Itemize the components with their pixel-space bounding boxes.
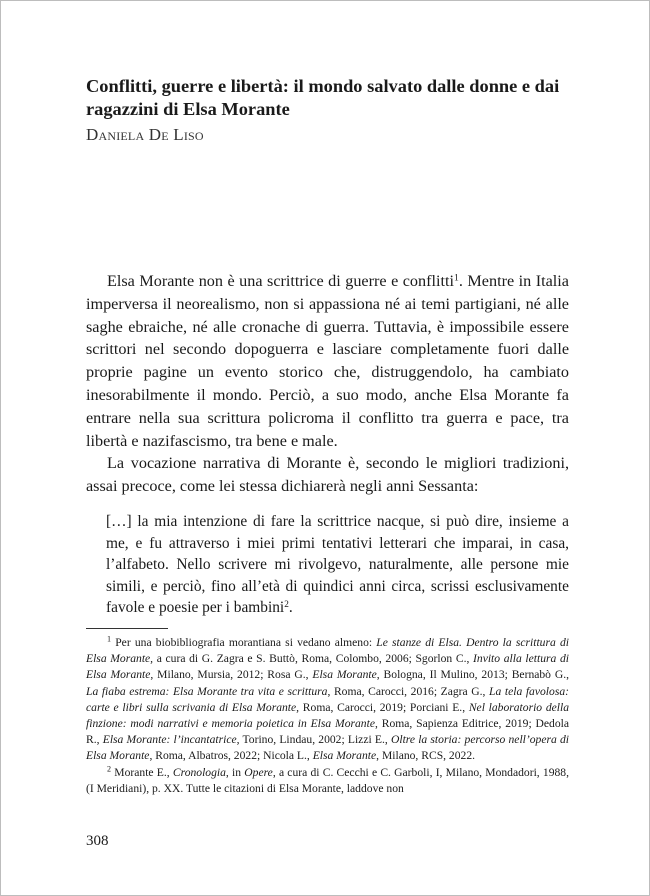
- footnote-1: [86, 635, 569, 765]
- body-paragraph-1: [86, 270, 569, 452]
- footnote-work-title: Opere: [244, 765, 273, 779]
- footnote-text: , Roma, Sapienza Editrice, 2019; Dedola R.,: [86, 717, 570, 747]
- footnote-text: , Milano, RCS, 2022.: [376, 749, 476, 763]
- footnote-work-title: Nel laboratorio della finzione: modi narrativi e memoria poietica in Elsa Morante: [86, 700, 570, 731]
- footnote-work-title: La fiaba estrema: Elsa Morante tra vita e scrittura: [86, 684, 328, 698]
- body-text: [86, 270, 569, 498]
- footnote-work-title: Elsa Morante: [312, 749, 377, 763]
- footnote-ref-2[interactable]: 2: [284, 598, 289, 609]
- footnote-text: , in: [225, 765, 245, 779]
- footnote-text: Per una biobibliografia morantiana si vedano almeno:: [111, 636, 377, 649]
- page-number: 308: [86, 833, 109, 849]
- footnote-work-title: Oltre la storia: percorso nell’opera di Elsa Morante: [86, 733, 570, 763]
- footnote-divider: [86, 628, 168, 629]
- footnote-text: a cura di G. Zagra e S. Buttò, Roma, Colombo, 2006; Sgorlon C.,: [153, 652, 474, 666]
- footnote-text: , Milano, Mursia, 2012; Rosa G.,: [150, 668, 313, 682]
- footnote-work-title: Cronologia: [172, 765, 226, 779]
- article-author: Daniela De Liso: [86, 125, 204, 144]
- article-title: Conflitti, guerre e libertà: il mondo salvato dalle donne e dai ragazzini di Elsa Morante: [86, 76, 560, 119]
- block-quote: [106, 511, 569, 619]
- footnote-2-number: 2: [107, 764, 112, 774]
- quote-end: .: [288, 599, 293, 616]
- quote-text: […] la mia intenzione di fare la scrittrice nacque, si può dire, insieme a me, e fu attraverso i miei primi tentativi letterari che imparai, in casa, l’alfabeto. Nello scrivere mi rivolgevo, naturalmente, alle persone mie simili, e perciò, fino all’età di quindici anni circa, scrissi esclusivamente favole e poesie per i bambini: [106, 513, 569, 616]
- footnote-work-title: Elsa Morante: [312, 668, 377, 682]
- footnote-2: [86, 765, 569, 797]
- footnote-work-title: Le stanze di Elsa. Dentro la scrittura di Elsa Morante,: [86, 636, 569, 666]
- footnote-text: , Roma, Carocci, 2016; Zagra G.,: [327, 684, 490, 698]
- footnote-text: Roma, Carocci, 2019; Porciani E.,: [299, 700, 469, 714]
- footnote-text: Torino, Lindau, 2002; Lizzi E.,: [239, 733, 391, 747]
- body-paragraph-2: La vocazione narrativa di Morante è, secondo le migliori tradizioni, assai precoce, come lei stessa dichiarerà negli anni Sessanta:: [86, 454, 569, 496]
- footnotes: [86, 635, 569, 797]
- footnote-work-title: Invito alla lettura di Elsa Morante: [86, 652, 569, 682]
- footnote-text: , a cura di C. Cecchi e C. Garboli, I, Milano, Mondadori, 1988, (I Meridiani), p. XX. Tutte le citazioni di Elsa Morante, laddove non: [86, 765, 570, 795]
- footnote-work-title: La tela favolosa: carte e libri sulla scrivania di Elsa Morante,: [86, 684, 569, 714]
- footnote-ref-1[interactable]: 1: [454, 272, 459, 284]
- footnote-1-number: 1: [107, 634, 112, 644]
- footnote-text: Morante E.,: [111, 765, 173, 779]
- footnote-text: , Roma, Albatros, 2022; Nicola L.,: [149, 749, 313, 763]
- footnote-work-title: Elsa Morante: l’incantatrice,: [102, 733, 240, 747]
- body-paragraph-1-start: Elsa Morante non è una scrittrice di guerre e conflitti: [107, 272, 454, 290]
- body-paragraph-1-rest: . Mentre in Italia imperversa il neorealismo, non si appassiona né ai temi partigiani, né alle saghe ebraiche, né alle cronache di guerra. Tuttavia, è impossibile essere scrittori nel secondo dopoguerra e lasciare completamente fuori dalle proprie pagine un evento storico che, distruggendolo, ha cambiato inesorabilmente il mondo. Perciò, a suo modo, anche Elsa Morante fa entrare nella sua scrittura policroma il conflitto tra guerra e pace, tra libertà e nazifascismo, tra bene e male.: [86, 272, 569, 450]
- footnote-text: , Bologna, Il Mulino, 2013; Bernabò G.,: [376, 668, 570, 682]
